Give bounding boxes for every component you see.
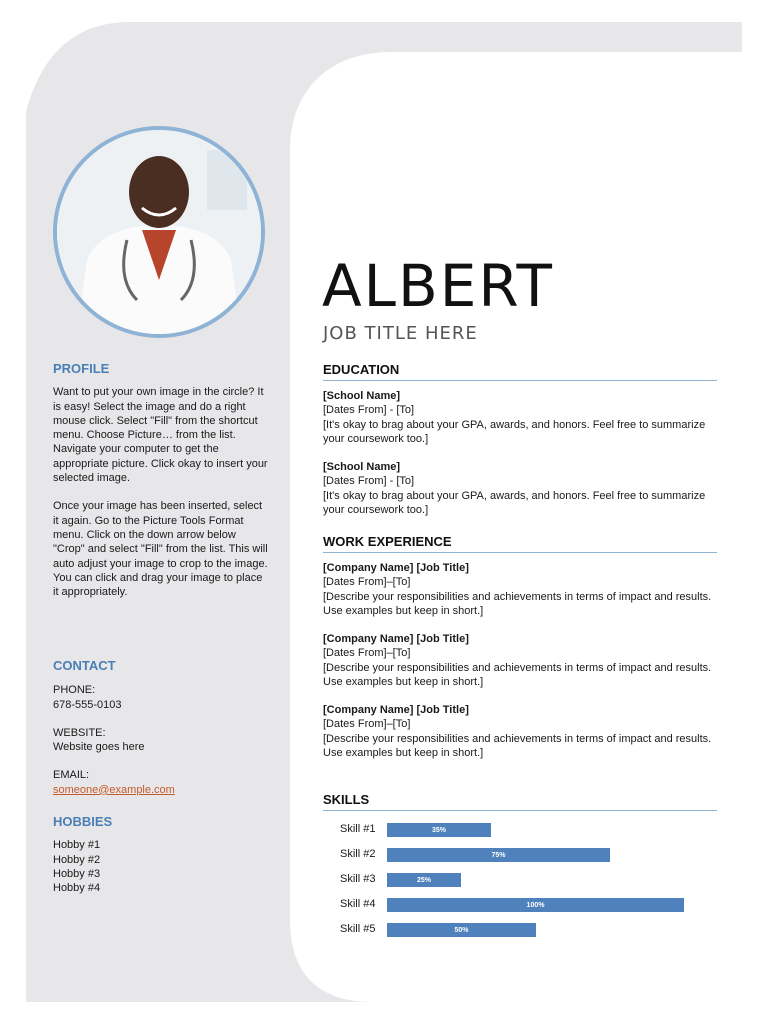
work-description: [Describe your responsibilities and achievements in terms of impact and results. Use examples but keep in short.] (323, 661, 712, 688)
phone-value: 678-555-0103 (53, 698, 122, 711)
hobby-item: Hobby #2 (53, 853, 101, 866)
work-entry (323, 561, 723, 618)
job-title: JOB TITLE HERE (323, 323, 478, 344)
skill-label: Skill #5 (340, 923, 376, 935)
hobbies-section (53, 815, 268, 895)
profile-photo[interactable] (53, 126, 265, 338)
education-entry (323, 460, 723, 517)
work-entry (323, 632, 723, 689)
work-dates: [Dates From]–[To] (323, 647, 411, 660)
skill-label: Skill #2 (340, 848, 376, 860)
website-value: Website goes here (53, 741, 145, 754)
hobby-item: Hobby #1 (53, 839, 101, 852)
skill-label: Skill #4 (340, 898, 376, 910)
profile-heading: PROFILE (53, 361, 110, 376)
hobbies-heading: HOBBIES (53, 814, 113, 829)
skill-bar: 75% (387, 848, 610, 862)
profile-text-2: Once your image has been inserted, select it again. Go to the Picture Tools Format menu. Click on the down arrow below "Crop" and select "Fill" from the list. This will auto adjust your image to crop to the image. You can click and drag your image to place it appropriately. (53, 500, 268, 599)
school-dates: [Dates From] - [To] (323, 404, 415, 417)
email-link[interactable]: someone@example.com (53, 783, 175, 796)
school-dates: [Dates From] - [To] (323, 475, 415, 488)
skill-bar: 25% (387, 873, 461, 887)
school-name: [School Name] (323, 461, 401, 473)
profile-section (53, 362, 268, 599)
skill-bar: 50% (387, 923, 536, 937)
skill-bar: 100% (387, 898, 684, 912)
company-job-title: [Company Name] [Job Title] (323, 633, 469, 645)
contact-heading: CONTACT (53, 658, 116, 673)
work-dates: [Dates From]–[To] (323, 576, 411, 589)
skill-label: Skill #3 (340, 873, 376, 885)
work-entry (323, 703, 723, 760)
skill-bar: 35% (387, 823, 491, 837)
company-job-title: [Company Name] [Job Title] (323, 704, 469, 716)
work-description: [Describe your responsibilities and achievements in terms of impact and results. Use examples but keep in short.] (323, 732, 712, 759)
work-description: [Describe your responsibilities and achievements in terms of impact and results. Use examples but keep in short.] (323, 590, 712, 617)
skills-heading: SKILLS (323, 792, 717, 811)
work-experience-heading: WORK EXPERIENCE (323, 534, 717, 553)
phone-label: PHONE: (53, 684, 96, 697)
skill-label: Skill #1 (340, 823, 376, 835)
website-label: WEBSITE: (53, 726, 106, 739)
school-name: [School Name] (323, 390, 401, 402)
work-dates: [Dates From]–[To] (323, 718, 411, 731)
education-entry (323, 389, 723, 446)
school-description: [It's okay to brag about your GPA, awards, and honors. Feel free to summarize your coursework too.] (323, 489, 706, 516)
education-heading: EDUCATION (323, 362, 717, 381)
person-photo-icon (57, 130, 261, 334)
hobby-item: Hobby #4 (53, 882, 101, 895)
profile-text-1: Want to put your own image in the circle? It is easy! Select the image and do a right mouse click. Select "Fill" from the shortcut menu. Choose Picture… from the list. Navigate your computer to get the appropriate picture. Click okay to insert your selected image. (53, 386, 268, 485)
hobby-item: Hobby #3 (53, 867, 101, 880)
candidate-name: ALBERT (322, 252, 554, 320)
email-label: EMAIL: (53, 769, 90, 782)
company-job-title: [Company Name] [Job Title] (323, 562, 469, 574)
contact-section (53, 659, 268, 797)
school-description: [It's okay to brag about your GPA, awards, and honors. Feel free to summarize your coursework too.] (323, 418, 706, 445)
